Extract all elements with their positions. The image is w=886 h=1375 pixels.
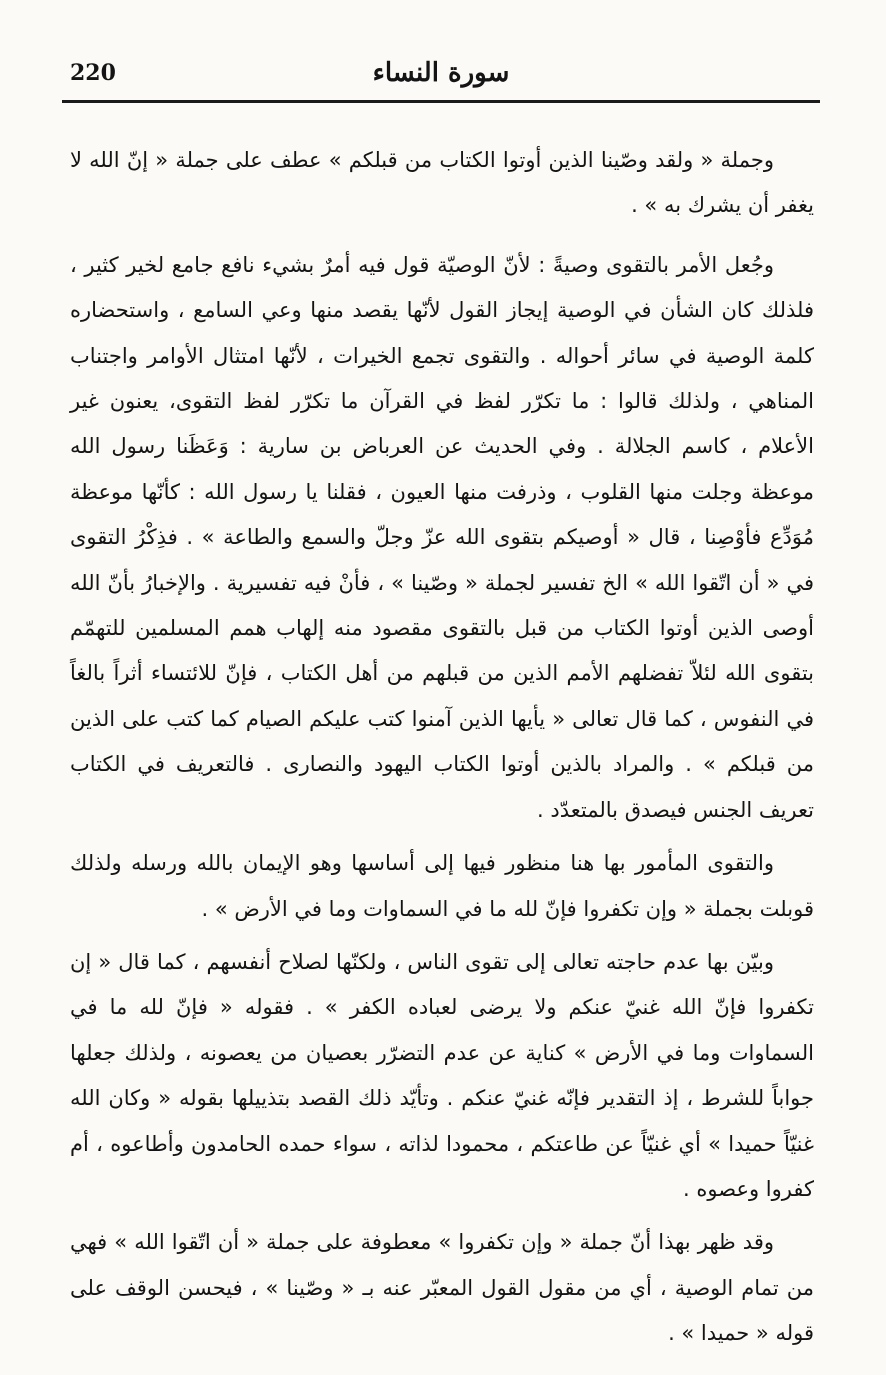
body-text (70, 138, 814, 1357)
page-header (62, 52, 820, 100)
paragraph-3: والتقوى المأمور بها هنا منظور فيها إلى أساسها وهو الإيمان بالله ورسله ولذلك قوبلت بجملة « وإن تكفروا فإنّ لله ما في السماوات وما في الأرض » . (70, 851, 814, 921)
header-rule (62, 100, 820, 103)
paragraph-5: وقد ظهر بهذا أنّ جملة « وإن تكفروا » معطوفة على جملة « أن اتّقوا الله » فهي من تمام الوصية ، أي من مقول القول المعبّر عنه بـ « وصّينا » ، فيحسن الوقف على قوله « حميدا » . (70, 1230, 814, 1346)
paragraph-2: وجُعل الأمر بالتقوى وصيةً : لأنّ الوصيّة قول فيه أمرٌ بشيء نافع جامع لخير كثير ، فلذلك كان الشأن في الوصية إيجاز القول لأنّها يقصد منها وعي السامع ، واستحضاره كلمة الوصية في سائر أحواله . والتقوى تجمع الخيرات ، لأنّها امتثال الأوامر واجتناب المناهي ، ولذلك قالوا : ما تكرّر لفظ في القرآن ما تكرّر لفظ التقوى، يعنون غير الأعلام ، كاسم الجلالة . وفي الحديث عن العرباض بن سارية : وَعَظَنا رسول الله موعظة وجلت منها القلوب ، وذرفت منها العيون ، فقلنا يا رسول الله : كأنّها موعظة مُوَدِّع فأوْصِنا ، قال « أوصيكم بتقوى الله عزّ وجلّ والسمع والطاعة » . فذِكْرُ التقوى في « أن اتّقوا الله » الخ تفسير لجملة « وصّينا » ، فأنْ فيه تفسيرية . والإخبارُ بأنّ الله أوصى الذين أوتوا الكتاب من قبل بالتقوى مقصود منه إلهاب همم المسلمين للتهمّم بتقوى الله لئلاّ تفضلهم الأمم الذين من قبلهم من أهل الكتاب ، فإنّ للائتساء أثراً بالغاً في النفوس ، كما قال تعالى « يأيها الذين آمنوا كتب عليكم الصيام كما كتب على الذين من قبلكم » . والمراد بالذين أوتوا الكتاب اليهود والنصارى . فالتعريف في الكتاب تعريف الجنس فيصدق بالمتعدّد . (70, 252, 814, 822)
page-number: 220 (70, 60, 116, 86)
running-title: سورة النساء (372, 58, 510, 88)
paragraph-4: وبيّن بها عدم حاجته تعالى إلى تقوى الناس ، ولكنّها لصلاح أنفسهم ، كما قال « إن تكفروا فإنّ الله غنيّ عنكم ولا يرضى لعباده الكفر » . فقوله « فإنّ لله ما في السماوات وما في الأرض » كناية عن عدم التضرّر بعصيان من يعصونه ، ولذلك جعلها جواباً للشرط ، إذ التقدير فإنّه غنيّ عنكم . وتأيّد ذلك القصد بتذييلها بقوله « وكان الله غنيّاً حميدا » أي غنيّاً عن طاعتكم ، محمودا لذاته ، سواء حمده الحامدون وأطاعوه ، أم كفروا وعصوه . (70, 949, 814, 1201)
paragraph-1: وجملة « ولقد وصّينا الذين أوتوا الكتاب من قبلكم » عطف على جملة « إنّ الله لا يغفر أن يشرك به » . (70, 148, 814, 218)
